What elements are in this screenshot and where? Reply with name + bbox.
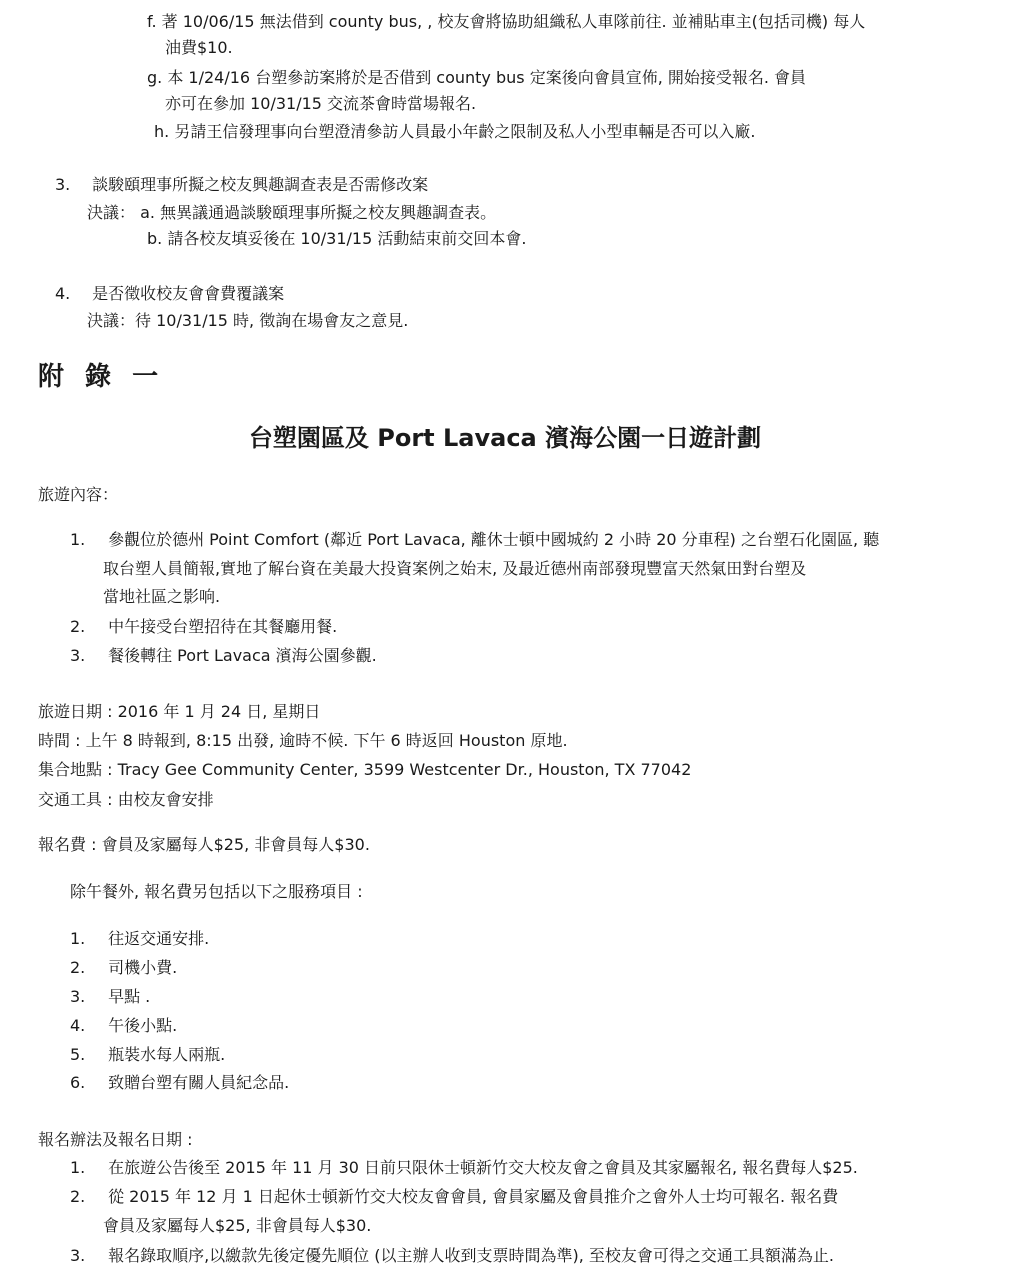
motion-4-title: 是否徵收校友會會費覆議案 [92, 284, 285, 303]
fee-item-2-number: 2. [70, 958, 86, 977]
item-g-text: 本 1/24/16 台塑參訪案將於是否借到 county bus 定案後向會員宣佈, 開始接受報名. 會員 [167, 68, 807, 87]
content-item-1 [70, 530, 879, 549]
fee-item-5 [70, 1045, 225, 1064]
content-item-2-text: 中午接受台塑招待在其餐廳用餐. [108, 617, 338, 636]
meeting-place: 集合地點 : Tracy Gee Community Center, 3599 Westcenter Dr., Houston, TX 77042 [38, 760, 692, 779]
plan-title: 台塑園區及 Port Lavaca 濱海公園一日遊計劃 [248, 424, 762, 452]
motion-4-number: 4. [55, 284, 71, 303]
content-item-3-number: 3. [70, 646, 86, 665]
fee-line: 報名費 : 會員及家屬每人$25, 非會員每人$30. [38, 835, 370, 854]
fee-item-5-text: 瓶裝水每人兩瓶. [108, 1045, 226, 1064]
item-g-cont: 亦可在參加 10/31/15 交流茶會時當場報名. [165, 94, 477, 113]
fee-item-1 [70, 929, 209, 948]
registration-item-2-number: 2. [70, 1187, 86, 1206]
transportation: 交通工具 : 由校友會安排 [38, 790, 214, 809]
item-f-text: 著 10/06/15 無法借到 county bus, , 校友會將協助組織私人車隊前往. 並補貼車主(包括司機) 每人 [161, 12, 866, 31]
motion-4 [55, 284, 284, 303]
appendix-title: 附 錄 一 [38, 362, 165, 392]
item-g [147, 68, 806, 87]
registration-item-1 [70, 1158, 858, 1177]
content-item-1-line-2: 取台塑人員簡報,實地了解台資在美最大投資案例之始末, 及最近德州南部發現豐富天然氣田對台塑及 [103, 559, 807, 578]
item-g-marker: g. [147, 68, 163, 87]
registration-item-2-line-2: 會員及家屬每人$25, 非會員每人$30. [103, 1216, 372, 1235]
content-label: 旅遊內容： [38, 485, 119, 504]
fee-item-4-number: 4. [70, 1016, 86, 1035]
motion-3 [55, 175, 428, 194]
motion-3-resolution-a [87, 203, 496, 222]
fee-item-3-number: 3. [70, 987, 86, 1006]
motion-3-a-text: a. 無異議通過談駿頤理事所擬之校友興趣調查表。 [140, 203, 497, 222]
fee-item-6-number: 6. [70, 1073, 86, 1092]
motion-3-number: 3. [55, 175, 71, 194]
content-item-3-text: 餐後轉往 Port Lavaca 濱海公園參觀. [108, 646, 377, 665]
fee-item-6 [70, 1073, 289, 1092]
fee-item-3 [70, 987, 150, 1006]
motion-4-resolution: 決議：待 10/31/15 時, 徵詢在場會友之意見. [87, 311, 409, 330]
fee-item-4-text: 午後小點. [108, 1016, 178, 1035]
fee-intro: 除午餐外, 報名費另包括以下之服務項目 : [70, 882, 363, 901]
item-h-marker: h. [154, 122, 170, 141]
fee-item-1-text: 往返交通安排. [108, 929, 210, 948]
registration-item-3-text: 報名錄取順序,以繳款先後定優先順位 (以主辦人收到支票時間為準), 至校友會可得之交通工具額滿為止. [108, 1246, 835, 1265]
trip-time: 時間 : 上午 8 時報到, 8:15 出發, 逾時不候. 下午 6 時返回 Houston 原地. [38, 731, 568, 750]
fee-item-3-text: 早點 . [108, 987, 151, 1006]
item-f [147, 12, 865, 31]
trip-date: 旅遊日期 : 2016 年 1 月 24 日, 星期日 [38, 702, 321, 721]
item-f-cont: 油費$10. [165, 38, 233, 57]
fee-item-1-number: 1. [70, 929, 86, 948]
motion-3-resolution-label: 決議： [87, 203, 136, 222]
content-item-1-number: 1. [70, 530, 86, 549]
content-item-2-number: 2. [70, 617, 86, 636]
fee-item-2 [70, 958, 177, 977]
item-h-text: 另請王信發理事向台塑澄清參訪人員最小年齡之限制及私人小型車輛是否可以入廠. [174, 122, 756, 141]
registration-item-1-number: 1. [70, 1158, 86, 1177]
fee-item-6-text: 致贈台塑有關人員紀念品. [108, 1073, 290, 1092]
content-item-2 [70, 617, 337, 636]
content-item-3 [70, 646, 377, 665]
content-item-1-line-3: 當地社區之影响. [103, 587, 221, 606]
motion-3-title: 談駿頤理事所擬之校友興趣調查表是否需修改案 [92, 175, 429, 194]
registration-item-3-number: 3. [70, 1246, 86, 1265]
fee-item-5-number: 5. [70, 1045, 86, 1064]
item-f-marker: f. [147, 12, 157, 31]
item-h [154, 122, 755, 141]
registration-label: 報名辦法及報名日期 : [38, 1130, 193, 1149]
fee-item-4 [70, 1016, 177, 1035]
registration-item-2-line-1: 從 2015 年 12 月 1 日起休士頓新竹交大校友會會員, 會員家屬及會員推介之會外人士均可報名. 報名費 [108, 1187, 839, 1206]
fee-item-2-text: 司機小費. [108, 958, 178, 977]
motion-3-resolution-b: b. 請各校友填妥後在 10/31/15 活動結束前交回本會. [147, 229, 527, 248]
registration-item-1-text: 在旅遊公告後至 2015 年 11 月 30 日前只限休士頓新竹交大校友會之會員及其家屬報名, 報名費每人$25. [108, 1158, 858, 1177]
registration-item-2 [70, 1187, 838, 1206]
registration-item-3 [70, 1246, 834, 1265]
content-item-1-line-1: 參觀位於德州 Point Comfort (鄰近 Port Lavaca, 離休士頓中國城約 2 小時 20 分車程) 之台塑石化園區, 聽 [108, 530, 880, 549]
